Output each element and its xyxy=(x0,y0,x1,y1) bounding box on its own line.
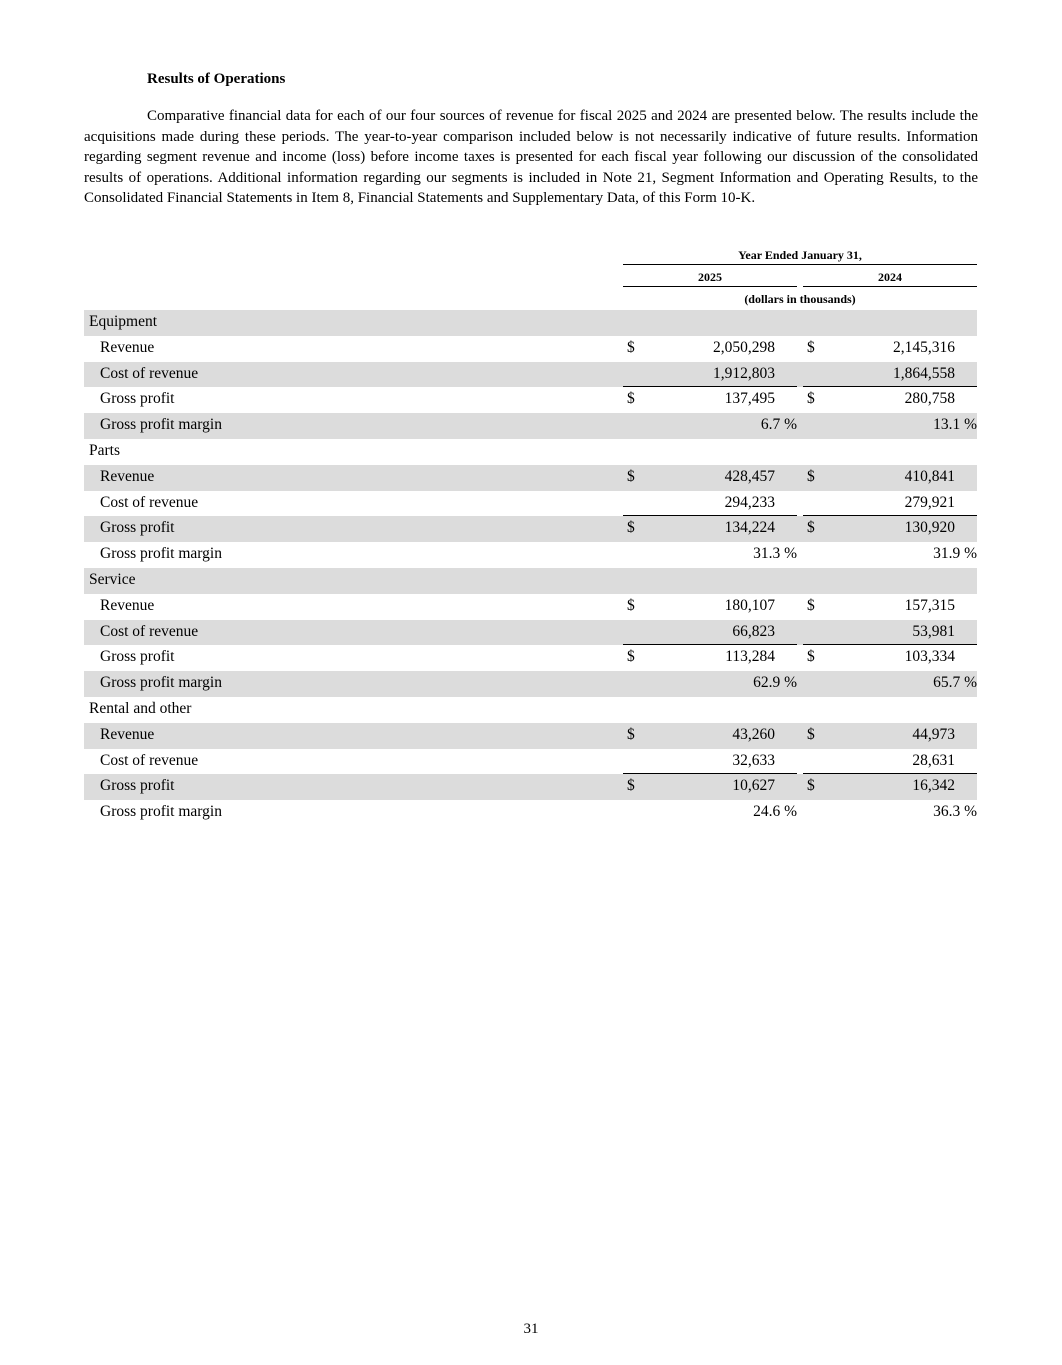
segment-title: Rental and other xyxy=(89,699,192,717)
units-note: (dollars in thousands) xyxy=(744,292,856,306)
segment-row-rental xyxy=(84,697,977,723)
amount: 280,758 xyxy=(904,390,955,408)
segment-row-service xyxy=(84,568,977,594)
row-label: Gross profit margin xyxy=(100,416,222,434)
row-label: Gross profit margin xyxy=(100,803,222,821)
value-cell-2024 xyxy=(803,723,977,749)
table-row xyxy=(84,542,977,568)
table-row xyxy=(84,413,977,439)
table-row xyxy=(84,620,977,646)
value-cell-2025 xyxy=(623,491,797,517)
percent: 6.7 % xyxy=(760,416,797,434)
row-label: Gross profit margin xyxy=(100,674,222,692)
column-header-2024: 2024 xyxy=(878,270,902,284)
row-label: Cost of revenue xyxy=(100,364,199,382)
value-cell-2025 xyxy=(623,620,797,646)
amount: 137,495 xyxy=(724,390,775,408)
value-cell-2024 xyxy=(803,516,977,542)
page-number: 31 xyxy=(523,1321,539,1337)
segment-title: Parts xyxy=(89,441,120,459)
percent: 31.9 % xyxy=(933,545,977,563)
dollar-sign: $ xyxy=(807,596,815,614)
percent: 31.3 % xyxy=(753,545,797,563)
value-cell-2024 xyxy=(803,413,977,439)
value-cell-2024 xyxy=(803,542,977,568)
header-rule xyxy=(623,264,977,265)
amount: 2,050,298 xyxy=(713,338,775,356)
percent: 62.9 % xyxy=(753,674,797,692)
dollar-sign: $ xyxy=(807,390,815,408)
amount: 28,631 xyxy=(912,751,955,769)
row-label: Gross profit xyxy=(100,519,175,537)
dollar-sign: $ xyxy=(627,390,635,408)
dollar-sign: $ xyxy=(807,777,815,795)
value-cell-2025 xyxy=(623,542,797,568)
amount: 66,823 xyxy=(732,622,775,640)
value-cell-2024 xyxy=(803,774,977,800)
row-label: Revenue xyxy=(100,338,155,356)
row-label: Gross profit margin xyxy=(100,545,222,563)
row-label: Gross profit xyxy=(100,390,175,408)
segment-title: Service xyxy=(89,570,136,588)
amount: 410,841 xyxy=(904,467,955,485)
column-rule-2025 xyxy=(623,286,797,287)
value-cell-2025 xyxy=(623,645,797,671)
value-cell-2024 xyxy=(803,491,977,517)
amount: 2,145,316 xyxy=(893,338,955,356)
table-row xyxy=(84,749,977,775)
value-cell-2025 xyxy=(623,594,797,620)
value-cell-2025 xyxy=(623,723,797,749)
amount: 294,233 xyxy=(724,493,775,511)
value-cell-2024 xyxy=(803,800,977,826)
table-row xyxy=(84,336,977,362)
value-cell-2024 xyxy=(803,336,977,362)
dollar-sign: $ xyxy=(807,338,815,356)
segment-row-equipment xyxy=(84,310,977,336)
table-row xyxy=(84,594,977,620)
dollar-sign: $ xyxy=(807,725,815,743)
table-row xyxy=(84,465,977,491)
value-cell-2024 xyxy=(803,594,977,620)
table-row xyxy=(84,387,977,413)
table-row xyxy=(84,491,977,517)
segment-row-parts xyxy=(84,439,977,465)
amount: 16,342 xyxy=(912,777,955,795)
amount: 1,912,803 xyxy=(713,364,775,382)
row-label: Revenue xyxy=(100,467,155,485)
value-cell-2024 xyxy=(803,362,977,388)
amount: 428,457 xyxy=(724,467,775,485)
value-cell-2024 xyxy=(803,465,977,491)
value-cell-2024 xyxy=(803,749,977,775)
amount: 279,921 xyxy=(904,493,955,511)
dollar-sign: $ xyxy=(627,338,635,356)
segment-title: Equipment xyxy=(89,313,158,330)
section-heading: Results of Operations xyxy=(147,71,286,87)
dollar-sign: $ xyxy=(627,648,635,666)
table-row xyxy=(84,516,977,542)
amount: 10,627 xyxy=(732,777,775,795)
period-header: Year Ended January 31, xyxy=(738,248,862,262)
value-cell-2024 xyxy=(803,387,977,413)
value-cell-2025 xyxy=(623,671,797,697)
dollar-sign: $ xyxy=(627,725,635,743)
percent: 24.6 % xyxy=(753,803,797,821)
amount: 130,920 xyxy=(904,519,955,537)
row-label: Revenue xyxy=(100,596,155,614)
dollar-sign: $ xyxy=(627,519,635,537)
row-label: Cost of revenue xyxy=(100,751,199,769)
value-cell-2025 xyxy=(623,516,797,542)
row-label: Gross profit xyxy=(100,777,175,795)
table-row xyxy=(84,723,977,749)
percent: 65.7 % xyxy=(933,674,977,692)
table-row xyxy=(84,362,977,388)
value-cell-2025 xyxy=(623,362,797,388)
value-cell-2025 xyxy=(623,774,797,800)
dollar-sign: $ xyxy=(807,467,815,485)
amount: 113,284 xyxy=(725,648,775,666)
amount: 180,107 xyxy=(724,596,775,614)
value-cell-2025 xyxy=(623,800,797,826)
value-cell-2025 xyxy=(623,465,797,491)
column-header-2025: 2025 xyxy=(698,270,722,284)
value-cell-2025 xyxy=(623,413,797,439)
table-row xyxy=(84,800,977,826)
value-cell-2024 xyxy=(803,620,977,646)
intro-paragraph: Comparative financial data for each of our four sources of revenue for fiscal 2025 and 2024 are presented below. The results include the acquisitions made during these periods. The year-to-year comparison included below is not necessarily indicative of future results. Information regarding segment revenue and income (loss) before income taxes is presented for each fiscal year following our discussion of the consolidated results of operations. Additional information regarding our segments is included in Note 21, Segment Information and Operating Results, to the Consolidated Financial Statements in Item 8, Financial Statements and Supplementary Data, of this Form 10-K. xyxy=(84,108,978,207)
value-cell-2025 xyxy=(623,336,797,362)
amount: 103,334 xyxy=(904,648,955,666)
row-label: Revenue xyxy=(100,725,155,743)
dollar-sign: $ xyxy=(627,596,635,614)
percent: 36.3 % xyxy=(933,803,977,821)
value-cell-2024 xyxy=(803,671,977,697)
row-label: Cost of revenue xyxy=(100,493,199,511)
row-label: Cost of revenue xyxy=(100,622,199,640)
results-table xyxy=(84,310,977,826)
dollar-sign: $ xyxy=(627,777,635,795)
amount: 43,260 xyxy=(732,725,775,743)
value-cell-2024 xyxy=(803,645,977,671)
amount: 157,315 xyxy=(904,596,955,614)
amount: 44,973 xyxy=(912,725,955,743)
dollar-sign: $ xyxy=(627,467,635,485)
amount: 1,864,558 xyxy=(893,364,955,382)
dollar-sign: $ xyxy=(807,519,815,537)
dollar-sign: $ xyxy=(807,648,815,666)
column-rule-2024 xyxy=(803,286,977,287)
value-cell-2025 xyxy=(623,749,797,775)
amount: 134,224 xyxy=(724,519,775,537)
table-row xyxy=(84,645,977,671)
amount: 53,981 xyxy=(912,622,955,640)
percent: 13.1 % xyxy=(933,416,977,434)
amount: 32,633 xyxy=(732,751,775,769)
table-row xyxy=(84,671,977,697)
value-cell-2025 xyxy=(623,387,797,413)
row-label: Gross profit xyxy=(100,648,175,666)
table-row xyxy=(84,774,977,800)
